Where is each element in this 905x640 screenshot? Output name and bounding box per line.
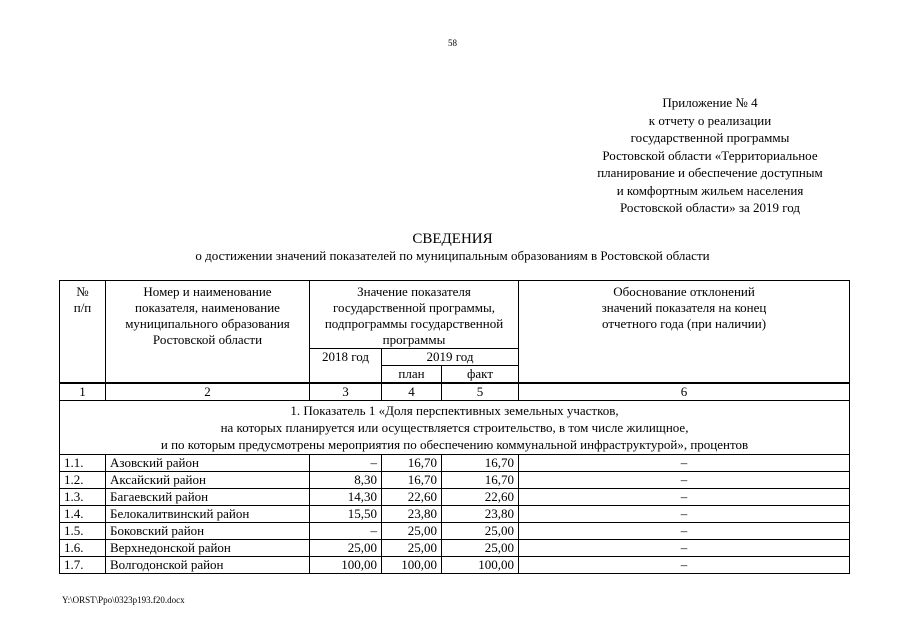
cell-plan: 23,80 [382, 506, 442, 523]
cell-district: Аксайский район [106, 472, 310, 489]
cell-district: Азовский район [106, 455, 310, 472]
header-name-line: муниципального образования [125, 316, 290, 331]
cell-2018: 100,00 [310, 557, 382, 574]
header-justification-line: значений показателя на конец [601, 300, 767, 315]
file-path-footer: Y:\ORST\Ppo\0323p193.f20.docx [62, 595, 185, 605]
cell-2018: 8,30 [310, 472, 382, 489]
cell-district: Волгодонской район [106, 557, 310, 574]
cell-plan: 25,00 [382, 540, 442, 557]
cell-plan: 100,00 [382, 557, 442, 574]
header-justification-line: Обоснование отклонений [613, 284, 755, 299]
column-number: 2 [106, 383, 310, 401]
table-row [60, 455, 850, 472]
cell-fact: 25,00 [442, 540, 519, 557]
section-heading-row [60, 401, 850, 455]
column-number: 5 [442, 383, 519, 401]
header-name-line: Ростовской области [152, 332, 263, 347]
cell-fact: 25,00 [442, 523, 519, 540]
header-values-line: программы [382, 332, 446, 347]
column-number: 1 [60, 383, 106, 401]
header-justification [519, 281, 850, 384]
header-fact: факт [442, 366, 519, 384]
appendix-line: планирование и обеспечение доступным [597, 165, 823, 180]
column-numbers-row [60, 383, 850, 401]
page-number: 58 [448, 38, 457, 48]
cell-number: 1.7. [60, 557, 106, 574]
cell-fact: 100,00 [442, 557, 519, 574]
cell-fact: 23,80 [442, 506, 519, 523]
cell-justification: – [519, 540, 850, 557]
cell-justification: – [519, 455, 850, 472]
cell-number: 1.4. [60, 506, 106, 523]
appendix-line: и комфортным жильем населения [616, 182, 804, 198]
header-name-line: показателя, наименование [135, 300, 280, 315]
appendix-line: государственной программы [630, 130, 790, 145]
appendix-line: Ростовской области» за 2019 год [619, 200, 801, 215]
document-title: СВЕДЕНИЯ [412, 231, 493, 247]
section-heading [60, 401, 850, 455]
cell-fact: 22,60 [442, 489, 519, 506]
cell-district: Багаевский район [106, 489, 310, 506]
header-year-2019: 2019 год [382, 349, 519, 366]
table-row [60, 472, 850, 489]
header-values-line: Значение показателя [357, 284, 471, 299]
header-number [60, 281, 106, 384]
cell-number: 1.2. [60, 472, 106, 489]
header-name-line: Номер и наименование [143, 284, 272, 299]
section-heading-line: и по которым предусмотрены мероприятия по обеспечению коммунальной инфраструктурой», процентов [160, 437, 749, 452]
section-heading-line: на которых планируется или осуществляется строительство, в том числе жилищное, [220, 420, 689, 435]
header-number-line: п/п [73, 300, 92, 315]
cell-2018: 25,00 [310, 540, 382, 557]
cell-plan: 22,60 [382, 489, 442, 506]
header-plan: план [382, 366, 442, 384]
cell-2018: 14,30 [310, 489, 382, 506]
cell-justification: – [519, 557, 850, 574]
table-row [60, 557, 850, 574]
header-values-line: подпрограммы государственной [324, 316, 504, 331]
cell-number: 1.5. [60, 523, 106, 540]
cell-2018: – [310, 455, 382, 472]
cell-number: 1.3. [60, 489, 106, 506]
appendix-line: Приложение № 4 [662, 95, 758, 110]
cell-2018: 15,50 [310, 506, 382, 523]
table-row [60, 506, 850, 523]
cell-number: 1.6. [60, 540, 106, 557]
table-header-row [60, 281, 850, 349]
section-heading-line: 1. Показатель 1 «Доля перспективных земельных участков, [290, 403, 619, 418]
document-subtitle: о достижении значений показателей по муниципальным образованиям в Ростовской области [195, 248, 710, 263]
appendix-caption [560, 94, 860, 217]
column-number: 3 [310, 383, 382, 401]
header-values-group [310, 281, 519, 349]
cell-number: 1.1. [60, 455, 106, 472]
header-year-2018: 2018 год [310, 349, 382, 384]
cell-plan: 25,00 [382, 523, 442, 540]
table-row [60, 489, 850, 506]
header-name [106, 281, 310, 384]
cell-justification: – [519, 523, 850, 540]
indicators-table [59, 280, 850, 574]
cell-2018: – [310, 523, 382, 540]
cell-plan: 16,70 [382, 455, 442, 472]
cell-district: Белокалитвинский район [106, 506, 310, 523]
header-values-line: государственной программы, [333, 300, 495, 315]
header-number-line: № [76, 284, 89, 299]
cell-plan: 16,70 [382, 472, 442, 489]
cell-district: Верхнедонской район [106, 540, 310, 557]
cell-fact: 16,70 [442, 455, 519, 472]
column-number: 4 [382, 383, 442, 401]
cell-justification: – [519, 472, 850, 489]
table-row [60, 523, 850, 540]
cell-fact: 16,70 [442, 472, 519, 489]
appendix-line: Ростовской области «Территориальное [602, 147, 818, 163]
cell-justification: – [519, 489, 850, 506]
header-justification-line: отчетного года (при наличии) [601, 316, 767, 331]
cell-district: Боковский район [106, 523, 310, 540]
table-row [60, 540, 850, 557]
cell-justification: – [519, 506, 850, 523]
column-number: 6 [519, 383, 850, 401]
appendix-line: к отчету о реализации [648, 112, 772, 128]
